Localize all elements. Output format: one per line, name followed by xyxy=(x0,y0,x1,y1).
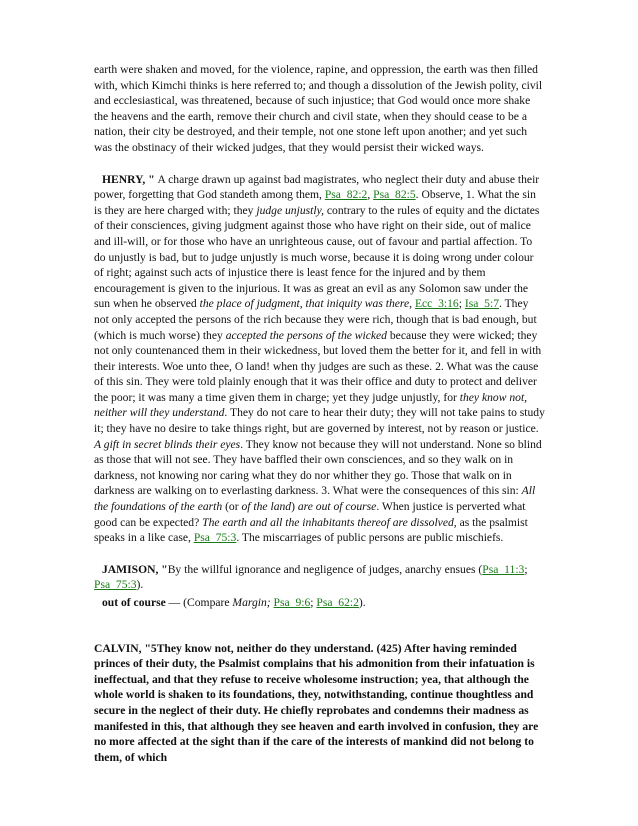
scripture-link[interactable]: Isa_5:7 xyxy=(464,297,499,311)
text: . They know not because they will not understand. None so blind as those that will not see. They have baffled their own consciences, and so they walk on in darkness, not knowing nor caring what they do nor whither they go. Those that walk on in darkness are walking on to everlasting darkness. 3. What were the consequences of this sin: xyxy=(94,437,542,498)
italic-text: they know not, neither will they understand xyxy=(94,390,528,420)
italic-text: judge unjustly, xyxy=(256,203,324,217)
scripture-link[interactable]: Psa_82:2 xyxy=(324,188,368,202)
scripture-link[interactable]: Psa_75:3 xyxy=(94,578,137,592)
scripture-link[interactable]: Psa_9:6 xyxy=(273,596,311,609)
text: — (Compare xyxy=(165,596,233,609)
henry-label: HENRY, " xyxy=(102,172,158,186)
text: By the willful ignorance and negligence of judges, anarchy ensues ( xyxy=(167,562,483,576)
text: (or xyxy=(222,500,242,514)
italic-text: are out of course xyxy=(297,500,377,514)
calvin-commentary: CALVIN, "5They know not, neither do they understand. (425) After having reminded princes of their duty, the Psalmist complains that his admonition from their infatuation is ineffectual, and that they refuse to receive wholesome instruction; yea, that although the whole world is shaken to its foundations, they, notwithstanding, continue thoughtless and secure in the neglect of their duty. He chiefly reprobates and condemns their madness as manifested in this, that although they see heaven and earth involved in confusion, they are no more affected at the sight than if the care of the interests of mankind did not belong to them, of which xyxy=(94,641,539,764)
text: . The miscarriages of public persons are public mischiefs. xyxy=(236,531,504,545)
document-page xyxy=(94,62,546,765)
scripture-link[interactable]: Ecc_3:16 xyxy=(414,297,459,311)
commentary-paragraph: earth were shaken and moved, for the violence, rapine, and oppression, the earth was then filled with, which Kimchi thinks is here referred to; and though a dissolution of the Jewish polity, civil and ecclesiastical, was threatened, because of such injustice; that God would once more shake the heavens and the earth, remove their church and civil state, when they should cease to be a nation, their city be destroyed, and their temple, not one stone left upon another; and yet such was the obstinacy of their wicked judges, that they would persist their wicked ways. xyxy=(94,63,543,154)
text: . Observe, 1. What the sin is they are here charged with; they xyxy=(94,188,536,217)
italic-text: the place of judgment, that iniquity was there, xyxy=(199,297,413,311)
henry-commentary xyxy=(94,172,546,546)
italic-text: accepted the persons of the wicked xyxy=(225,328,387,342)
italic-text: The earth and all the inhabitants thereof are dissolved, xyxy=(202,515,457,529)
out-of-course-note xyxy=(94,595,546,611)
italic-text: of the land xyxy=(241,500,292,514)
text: ) xyxy=(291,500,298,514)
scripture-link[interactable]: Psa_75:3 xyxy=(193,531,237,545)
text: , xyxy=(367,188,374,202)
italic-text: All the foundations of the earth xyxy=(94,484,536,514)
italic-text: A gift in secret blinds their eyes xyxy=(94,437,241,451)
text: contrary to the rules of equity and the dictates of their consciences, giving judgment against those who have right on their side, out of malice and ill-will, or for those who have an unrighteous cause, out of favour and partial affection. To do unjustly is bad, but to judge unjustly is much worse, because it is doing wrong under colour of right; against such acts of injustice there is least fence for the injured and by them encouragement is given to the injurious. It was as great an evil as any Solomon saw under the sun when he observed xyxy=(94,203,540,311)
jamison-commentary xyxy=(94,562,546,593)
scripture-link[interactable]: Psa_11:3 xyxy=(482,562,525,576)
text: . They not only accepted the persons of the rich because they were rich, though that is bad enough, but (which is much worse) they xyxy=(94,297,537,342)
text: because they were wicked; they not only countenanced them in their wickedness, but loved them the better for it, and fell in with their interests. Woe unto thee, O land! when thy judges are such as these. 2. What was the cause of this sin. They were told plainly enough that it was their office and duty to protect and deliver the poor; it was many a time given them in charge; yet they judge unjustly, for xyxy=(94,328,542,404)
text: ; xyxy=(310,596,317,609)
term-label: out of course xyxy=(102,596,166,609)
scripture-link[interactable]: Psa_62:2 xyxy=(316,596,359,609)
text: as the psalmist speaks in a like case, xyxy=(94,515,528,545)
text: ). xyxy=(358,596,366,609)
text: . They do not care to hear their duty; they will not take pains to study it; they have no desire to take things right, but are governed by interest, not by reason or justice. xyxy=(94,406,545,436)
jamison-label: JAMISON, " xyxy=(102,562,168,576)
scripture-link[interactable]: Psa_82:5 xyxy=(373,188,416,202)
text: ; xyxy=(458,297,465,311)
text: A charge drawn up against bad magistrates, who neglect their duty and abuse their power, forgetting that God standeth among them, xyxy=(94,172,540,202)
italic-text: Margin; xyxy=(232,596,271,609)
text: ; xyxy=(524,562,528,576)
text: ). xyxy=(136,578,144,592)
text: . When justice is perverted what good can be expected? xyxy=(94,500,526,529)
